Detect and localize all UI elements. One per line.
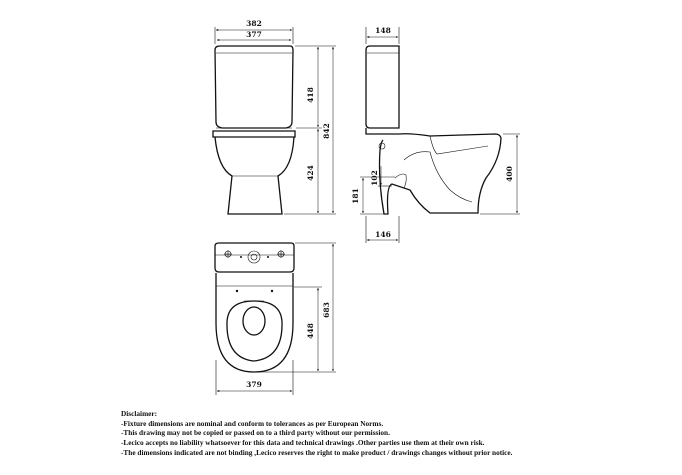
dim-seat-length: 448 [306, 323, 315, 339]
dim-tank-height: 418 [306, 87, 315, 103]
top-seat [227, 301, 282, 361]
top-cistern [215, 243, 294, 272]
dim-bowl-height: 424 [306, 165, 315, 181]
top-view [215, 243, 336, 395]
side-view [351, 26, 520, 243]
dim-top-width: 379 [246, 380, 262, 389]
disclaimer-line: -This drawing may not be copied or passed on to a third party without our permission. [121, 428, 390, 438]
flush-button-icon [248, 251, 260, 263]
disclaimer-title: Disclaimer: [121, 409, 158, 418]
dim-top-length: 683 [322, 302, 331, 318]
front-view [213, 19, 336, 214]
dim-front-width-outer: 382 [246, 19, 262, 28]
side-bowl [366, 128, 501, 214]
dim-inlet-height: 102 [370, 170, 379, 186]
front-bowl [215, 137, 294, 214]
disclaimer-line: -Fixture dimensions are nominal and conform to tolerances as per European Norms. [121, 418, 384, 428]
disclaimer-line: -Lecico accepts no liability whatsoever for this data and technical drawings .Other parties use them at their own risk. [121, 438, 485, 448]
dim-total-height: 842 [322, 123, 331, 139]
dim-outlet-offset: 146 [375, 230, 391, 239]
dim-rim-height: 400 [505, 166, 514, 182]
dim-outlet-height: 181 [351, 188, 360, 204]
side-cistern [366, 46, 399, 128]
dim-front-width-inner: 377 [246, 30, 262, 39]
disclaimer [121, 409, 681, 458]
dim-tank-depth: 148 [375, 26, 391, 35]
front-cistern [215, 46, 293, 128]
disclaimer-line: -The dimensions indicated are not binding ,Lecico reserves the right to make product / drawings changes without prior notice. [121, 447, 513, 457]
